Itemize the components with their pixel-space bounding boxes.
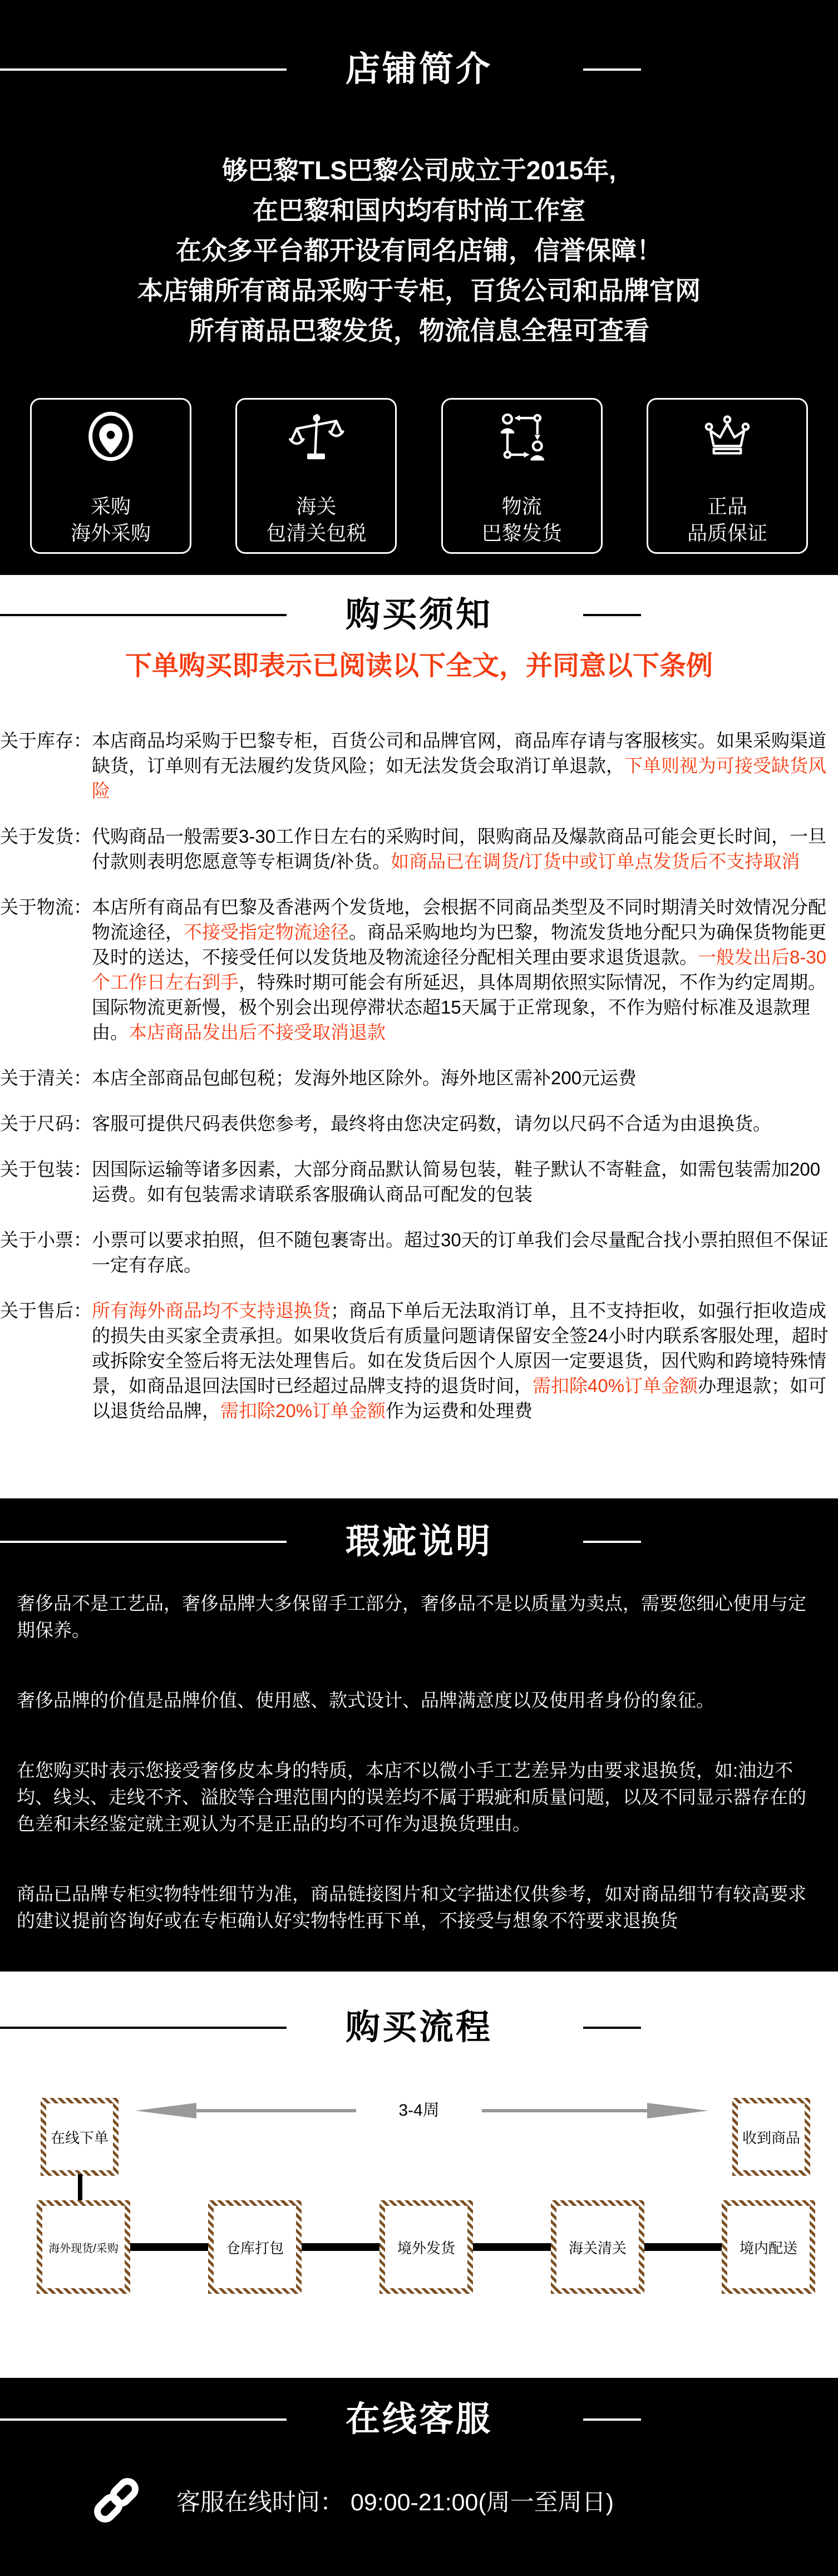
store-intro-text <box>0 150 838 351</box>
feature-label: 海外采购 <box>70 522 151 544</box>
term-body <box>92 1298 838 1423</box>
purchase-process-title: 购买流程 <box>345 2008 492 2047</box>
term-text-red: 下单则视为可接受缺货风险 <box>92 755 826 801</box>
term-row <box>0 1157 838 1207</box>
term-row <box>0 824 838 874</box>
flow-step-overseas-ship <box>379 2200 473 2294</box>
defect-paragraph: 奢侈品不是工艺品，奢侈品牌大多保留手工部分，奢侈品不是以质量为卖点，需要您细心使用与定期保养。 <box>17 1593 806 1640</box>
term-body <box>92 894 838 1045</box>
term-label: 关于发货： <box>0 826 92 847</box>
flow-step-customs-clear <box>551 2200 644 2294</box>
term-body <box>92 1227 838 1277</box>
title-line-right <box>583 68 641 71</box>
term-text-red: 本店商品发出后不接受取消退款 <box>129 1022 386 1043</box>
term-label: 关于清关： <box>0 1068 92 1088</box>
purchase-warning-banner: 下单购买即表示已阅读以下全文，并同意以下条例 <box>125 651 713 681</box>
term-text-red: 不接受指定物流途径 <box>184 922 349 942</box>
term-label: 关于售后： <box>0 1300 92 1321</box>
title-line-right <box>583 614 641 616</box>
section-store-intro <box>0 0 838 575</box>
term-body <box>92 1065 838 1090</box>
term-text: 小票可以要求拍照，但不随包裹寄出。超过30天的订单我们会尽量配合找小票拍照但不保证一定有存底。 <box>92 1230 829 1275</box>
term-text: 办理退款；如可以退货给品牌， <box>92 1375 827 1421</box>
term-text: 本店全部商品包邮包税；发海外地区除外。海外地区需补200元运费 <box>92 1068 637 1088</box>
term-row <box>0 1065 838 1090</box>
term-text: 本店商品均采购于巴黎专柜，百货公司和品牌官网，商品库存请与客服核实。如果采购渠道缺货，订单则有无法履约发货风险；如无法发货会取消订单退款， <box>92 730 826 776</box>
service-row <box>0 2473 838 2528</box>
arrow-shaft <box>482 2109 653 2112</box>
arrow-left-icon <box>135 2103 356 2118</box>
term-label: 关于物流： <box>0 897 92 917</box>
term-row <box>0 728 838 803</box>
term-row <box>0 894 838 1045</box>
term-row <box>0 1227 838 1277</box>
term-body <box>92 1157 838 1207</box>
terms-list <box>0 728 838 1423</box>
feature-box-purchase <box>30 398 191 554</box>
flow-step-label: 海关清关 <box>556 2206 639 2288</box>
logistics-flow-icon <box>493 407 551 465</box>
defect-paragraph: 奢侈品牌的价值是品牌价值、使用感、款式设计、品牌满意度以及使用者身份的象征。 <box>17 1690 714 1710</box>
feature-label: 海关 <box>296 495 337 518</box>
flow-step-label: 境内配送 <box>727 2206 810 2288</box>
store-intro-title: 店铺简介 <box>345 50 492 89</box>
title-line-left <box>0 2418 287 2421</box>
feature-box-customs <box>235 398 397 554</box>
term-body <box>92 728 838 803</box>
intro-line: 在巴黎和国内均有时尚工作室 <box>253 196 585 225</box>
purchase-notice-title: 购买须知 <box>345 596 492 634</box>
flow-step-domestic-delivery <box>722 2200 815 2294</box>
arrow-right-icon <box>482 2103 708 2118</box>
section-online-service <box>0 2378 838 2576</box>
flow-step-overseas-stock <box>37 2200 130 2294</box>
flow-step-label: 仓库打包 <box>214 2206 296 2288</box>
defect-paragraph: 商品已品牌专柜实物特性细节为准，商品链接图片和文字描述仅供参考，如对商品细节有较高要求的建议提前咨询好或在专柜确认好实物特性再下单，不接受与想象不符要求退换货 <box>17 1884 806 1931</box>
flow-connector-horizontal <box>130 2243 208 2251</box>
section-purchase-process <box>0 1972 838 2378</box>
arrow-shaft <box>191 2109 356 2112</box>
feature-box-logistics <box>441 398 603 554</box>
term-text-red: 需扣除20%订单金额 <box>220 1400 386 1421</box>
term-text: 作为运费和处理费 <box>386 1400 533 1421</box>
section-defect-notes <box>0 1498 838 1972</box>
online-service-title: 在线客服 <box>345 2400 492 2439</box>
crown-icon <box>698 407 756 465</box>
defect-paragraph: 在您购买时表示您接受奢侈皮本身的特质，本店不以微小手工艺差异为由要求退换货，如:油边不均、线头、走线不齐、溢胶等合理范围内的误差均不属于瑕疵和质量问题，以及不同显示器存在的色差和未经鉴定就主观认为不是正品的均不可作为退换货理由。 <box>17 1760 806 1834</box>
title-line-right <box>583 2418 641 2421</box>
location-pin-icon <box>82 407 140 465</box>
feature-box-authentic <box>647 398 808 554</box>
flow-step-label: 收到商品 <box>738 2103 805 2170</box>
service-hours: 客服在线时间： 09:00-21:00(周一至周日) <box>176 2489 614 2516</box>
purchase-notice-title-row <box>0 593 838 637</box>
term-text: ；商品下单后无法取消订单，且不支持拒收，如强行拒收造成的损失由买家全责承担。如果收货后有质量问题请保留安全签24小时内联系客服处理，超时或拆除安全签后将无法处理售后。如在发货后因个人原因一定要退货，因代购和跨境特殊情景，如商品退回法国时已经超过品牌支持的退货时间， <box>92 1300 829 1396</box>
flow-step-label: 在线下单 <box>46 2103 113 2170</box>
title-line-right <box>583 1541 641 1543</box>
section-purchase-notice <box>0 575 838 1498</box>
title-line-left <box>0 614 287 616</box>
intro-line: 在众多平台都开设有同名店铺，信誉保障！ <box>176 236 662 265</box>
flow-connector-horizontal <box>644 2243 722 2251</box>
term-text: 代购商品一般需要3-30工作日左右的采购时间，限购商品及爆款商品可能会更长时间，一旦付款则表明您愿意等专柜调货/补货。 <box>92 826 827 872</box>
term-label: 关于包装： <box>0 1159 92 1179</box>
duration-label: 3-4周 <box>398 2101 440 2120</box>
term-body <box>92 1111 838 1136</box>
flow-step-label: 境外发货 <box>385 2206 467 2288</box>
feature-label: 物流 <box>501 495 542 518</box>
feature-label: 品质保证 <box>687 522 767 544</box>
intro-line: 所有商品巴黎发货，物流信息全程可查看 <box>189 316 649 345</box>
flow-connector-vertical <box>78 2174 82 2200</box>
purchase-flowchart <box>0 1972 838 2378</box>
title-line-left <box>0 68 287 71</box>
term-text-red: 一般发出后8-30个工作日左右到手 <box>92 947 827 992</box>
feature-label: 正品 <box>707 495 747 518</box>
flow-step-warehouse-pack <box>208 2200 302 2294</box>
term-row <box>0 1298 838 1423</box>
flow-step-receive-goods <box>732 2098 810 2176</box>
defect-notes-title-row <box>0 1520 838 1564</box>
term-body <box>92 824 838 874</box>
term-text-red: 所有海外商品均不支持退换货 <box>92 1300 331 1321</box>
defect-notes-title: 瑕疵说明 <box>345 1522 492 1561</box>
term-label: 关于库存： <box>0 730 92 751</box>
feature-label: 巴黎发货 <box>481 522 562 544</box>
flow-step-label: 海外现货/采购 <box>42 2206 125 2288</box>
term-row <box>0 1111 838 1136</box>
term-text-red: 需扣除40%订单金额 <box>533 1375 698 1396</box>
balance-scale-icon <box>287 407 345 465</box>
term-label: 关于小票： <box>0 1230 92 1250</box>
online-service-title-row <box>0 2398 838 2441</box>
intro-line: 本店铺所有商品采购于专柜，百货公司和品牌官网 <box>137 276 701 305</box>
term-text: ，特殊时期可能会有所延迟，具体周期依照实际情况，不作为约定周期。国际物流更新慢，极个别会出现停滞状态超15天属于正常现象，不作为赔付标准及退款理由。 <box>92 972 826 1043</box>
title-line-left <box>0 1541 287 1543</box>
flow-connector-horizontal <box>302 2243 379 2251</box>
term-text: 本店所有商品有巴黎及香港两个发货地，会根据不同商品类型及不同时期清关时效情况分配物流途径， <box>92 897 826 942</box>
intro-line: 够巴黎TLS巴黎公司成立于2015年, <box>222 156 616 185</box>
term-text: 客服可提供尺码表供您参考，最终将由您决定码数，请勿以尺码不合适为由退换货。 <box>92 1113 771 1134</box>
term-text: 。商品采购地均为巴黎，物流发货地分配只为确保货物能更及时的送达，不接受任何以发货地及物流途径分配相关理由要求退货退款。 <box>92 922 826 967</box>
flow-step-order-online <box>41 2098 119 2176</box>
feature-label: 采购 <box>90 495 131 518</box>
term-text: 因国际运输等诸多因素，大部分商品默认简易包装，鞋子默认不寄鞋盒，如需包装需加200运费。如有包装需求请联系客服确认商品可配发的包装 <box>92 1159 821 1205</box>
store-intro-title-row <box>0 0 838 91</box>
flow-connector-horizontal <box>473 2243 551 2251</box>
term-label: 关于尺码： <box>0 1113 92 1134</box>
feature-label: 包清关包税 <box>266 522 367 544</box>
term-text-red: 如商品已在调货/订货中或订单点发货后不支持取消 <box>391 851 800 872</box>
feature-badges <box>0 398 838 554</box>
chain-link-icon <box>91 2473 142 2528</box>
